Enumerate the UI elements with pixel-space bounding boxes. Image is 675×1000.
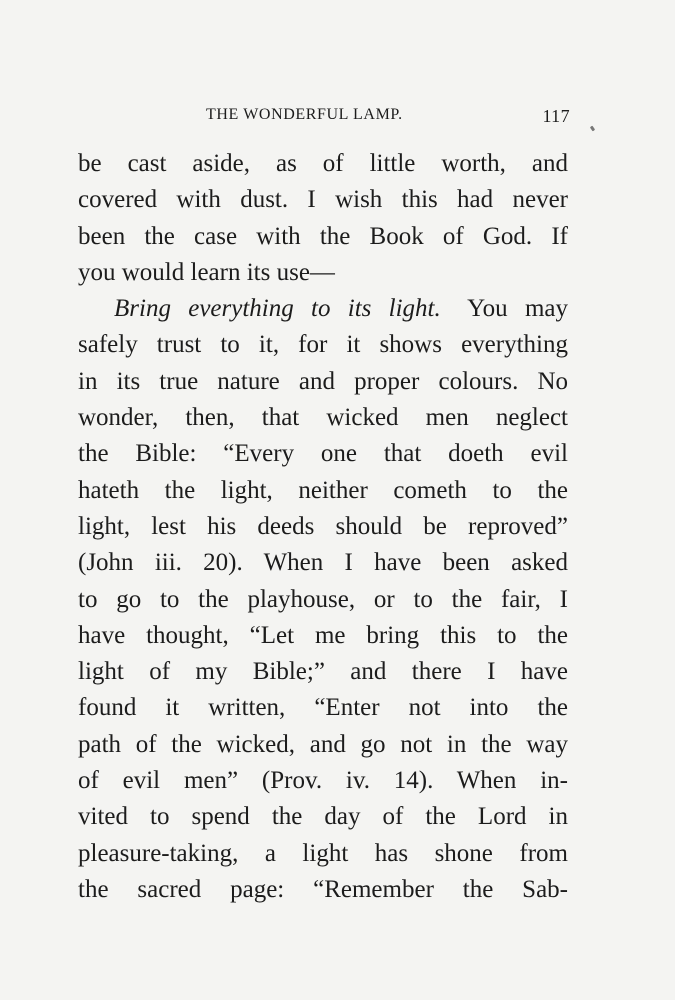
text-line: vited to spend the day of the Lord in — [78, 803, 568, 831]
text-line: light of my Bible;” and there I have — [78, 658, 568, 686]
text-line: safely trust to it, for it shows everything — [78, 331, 568, 359]
page-number: 117 — [542, 106, 570, 126]
text-line: in its true nature and proper colours. No — [78, 367, 568, 395]
running-head — [78, 106, 570, 130]
text-line: covered with dust. I wish this had never — [78, 186, 568, 214]
text-line: the sacred page: “Remember the Sab- — [78, 875, 568, 903]
text-line: found it written, “Enter not into the — [78, 694, 568, 722]
body-text — [78, 146, 568, 908]
text-line: have thought, “Let me bring this to the — [78, 621, 568, 649]
text-line: wonder, then, that wicked men neglect — [78, 404, 568, 432]
text-line: be cast aside, as of little worth, and — [78, 150, 568, 177]
text-line: pleasure-taking, a light has shone from — [78, 839, 568, 867]
text-line: (John iii. 20). When I have been asked — [78, 549, 568, 577]
print-speck — [590, 126, 595, 132]
text-line — [78, 291, 568, 327]
text-line: hateth the light, neither cometh to the — [78, 476, 568, 504]
text-line: the Bible: “Every one that doeth evil — [78, 440, 568, 468]
text-line: to go to the playhouse, or to the fair, I — [78, 585, 568, 613]
text-line: of evil men” (Prov. iv. 14). When in- — [78, 767, 568, 795]
text-line: path of the wicked, and go not in the way — [78, 730, 568, 758]
text-line: light, lest his deeds should be reproved” — [78, 512, 568, 540]
italic-heading: Bring everything to its light. — [114, 295, 441, 323]
text-line: you would learn its use— — [78, 258, 335, 286]
text-line: been the case with the Book of God. If — [78, 222, 568, 250]
running-title: THE WONDERFUL LAMP. — [206, 106, 403, 123]
text-line-rest: You may — [467, 295, 569, 323]
